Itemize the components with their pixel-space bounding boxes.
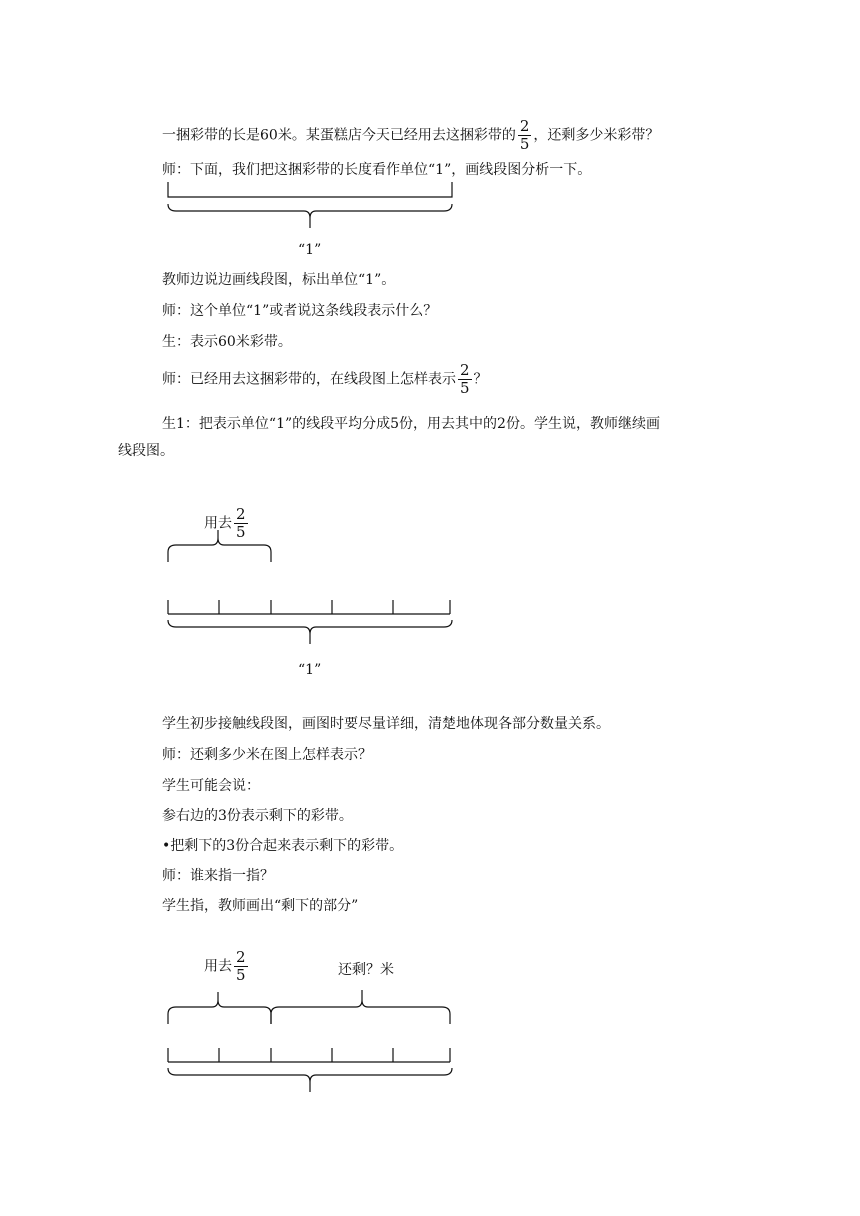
problem-text-a: 一捆彩带的长是60米。某蛋糕店今天已经用去这捆彩带的 bbox=[162, 127, 516, 144]
teacher-question-2 bbox=[162, 362, 488, 397]
student-answer-2-line2: 线段图。 bbox=[118, 443, 174, 459]
used-label-3 bbox=[204, 949, 250, 984]
student-answer-1: 生：表示60米彩带。 bbox=[162, 334, 292, 350]
used-brace-2 bbox=[168, 538, 271, 562]
unit-brace-1 bbox=[168, 204, 452, 218]
fraction-two-fifths bbox=[518, 118, 532, 153]
used-text: 用去 bbox=[204, 958, 232, 975]
teacher-question-4: 师：谁来指一指？ bbox=[162, 868, 274, 884]
student-points: 学生指，教师画出“剩下的部分” bbox=[162, 898, 359, 914]
fraction-denominator: 5 bbox=[460, 379, 470, 397]
student-answer-2-line1: 生1：把表示单位“1”的线段平均分成5份，用去其中的2份。学生说，教师继续画 bbox=[162, 416, 660, 432]
student-possibly-say: 学生可能会说： bbox=[162, 778, 260, 794]
fraction-numerator: 2 bbox=[460, 361, 470, 379]
remain-brace-3 bbox=[271, 1000, 450, 1024]
answer-option-2: •把剩下的3份合起来表示剩下的彩带。 bbox=[162, 838, 404, 854]
teacher-question-1: 师：这个单位“1”或者说这条线段表示什么？ bbox=[162, 303, 438, 319]
fraction-two-fifths bbox=[458, 362, 472, 397]
used-label-2 bbox=[204, 506, 250, 541]
unit-label-1: “1” bbox=[298, 242, 322, 258]
teacher-question-3: 师：还剩多少米在图上怎样表示？ bbox=[162, 747, 372, 763]
fraction-numerator: 2 bbox=[519, 117, 530, 135]
segment-bar-1 bbox=[168, 182, 452, 197]
problem-text-b: ，还剩多少米彩带？ bbox=[533, 127, 660, 144]
unit-brace-3 bbox=[168, 1068, 452, 1082]
fraction-denominator: 5 bbox=[519, 135, 530, 153]
fraction-denominator: 5 bbox=[236, 966, 246, 984]
unit-label-2: “1” bbox=[298, 662, 322, 678]
question-2-text-a: 师：已经用去这捆彩带的，在线段图上怎样表示 bbox=[162, 371, 456, 388]
problem-statement bbox=[162, 118, 659, 153]
used-brace-3 bbox=[168, 1000, 271, 1024]
used-text: 用去 bbox=[204, 515, 232, 532]
fraction-two-fifths bbox=[234, 506, 248, 541]
fraction-denominator: 5 bbox=[236, 523, 246, 541]
fraction-numerator: 2 bbox=[236, 948, 246, 966]
answer-option-1: 参右边的3份表示剩下的彩带。 bbox=[162, 808, 353, 824]
teacher-action-1: 教师边说边画线段图，标出单位“1”。 bbox=[162, 272, 396, 288]
teacher-note: 学生初步接触线段图，画图时要尽量详细，清楚地体现各部分数量关系。 bbox=[162, 716, 610, 732]
teacher-line-1: 师：下面，我们把这捆彩带的长度看作单位“1”，画线段图分析一下。 bbox=[162, 162, 592, 178]
fraction-two-fifths bbox=[234, 949, 248, 984]
fraction-numerator: 2 bbox=[236, 505, 246, 523]
question-2-text-b: ？ bbox=[473, 371, 488, 388]
unit-brace-2 bbox=[168, 620, 452, 634]
remain-label-3: 还剩？米 bbox=[338, 962, 394, 978]
